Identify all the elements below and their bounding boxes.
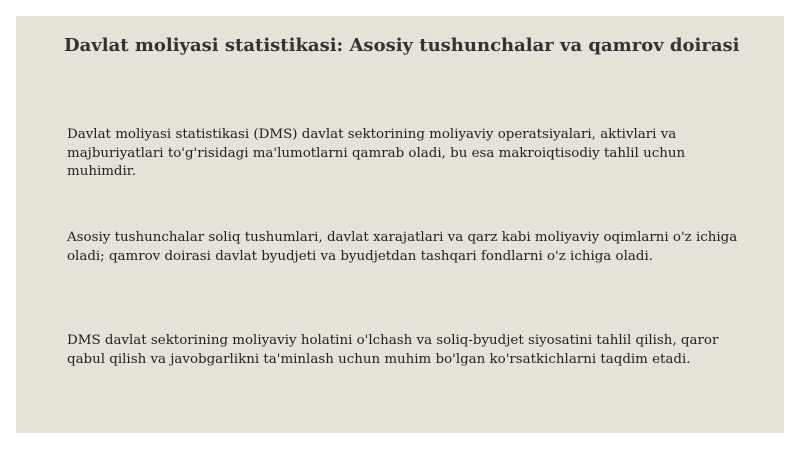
paragraph-definition: Davlat moliyasi statistikasi (DMS) davlat sektorining moliyaviy operatsiyalari, aktivlari va majburiyatlari to'g'risidagi ma'lumotlarni qamrab oladi, bu esa makroiqtisodiy tahlil uchun muhimdir. [67, 127, 686, 179]
slide-title: Davlat moliyasi statistikasi: Asosiy tushunchalar va qamrov doirasi [64, 35, 740, 56]
slide-panel [16, 16, 784, 433]
paragraph-purpose: DMS davlat sektorining moliyaviy holatini o'lchash va soliq-byudjet siyosatini tahlil qilish, qaror qabul qilish va javobgarlikni ta'minlash uchun muhim bo'lgan ko'rsatkichlarni taqdim etadi. [67, 333, 719, 367]
paragraph-key-concepts: Asosiy tushunchalar soliq tushumlari, davlat xarajatlari va qarz kabi moliyaviy oqimlarni o'z ichiga oladi; qamrov doirasi davlat byudjeti va byudjetdan tashqari fondlarni o'z ichiga oladi. [67, 230, 738, 264]
